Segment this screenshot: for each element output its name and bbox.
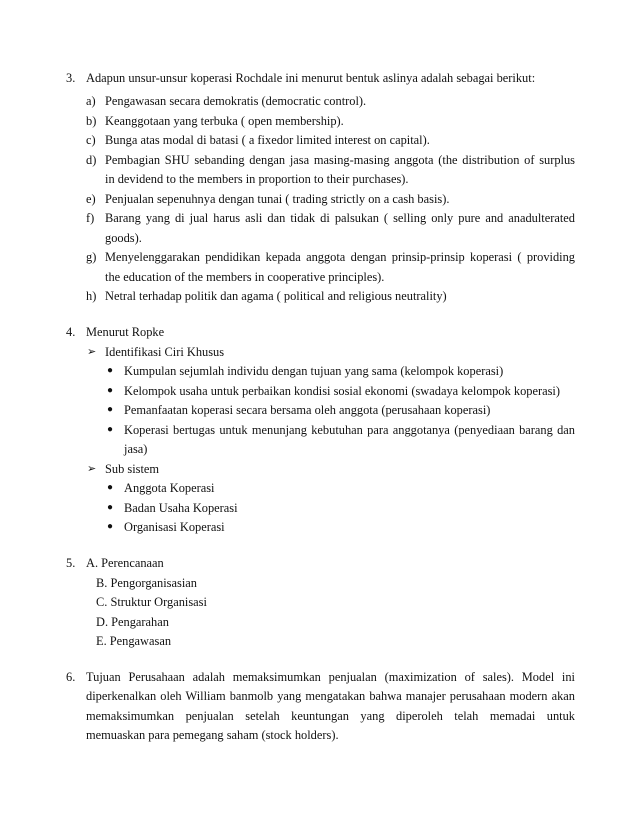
list-item: Bunga atas modal di batasi ( a fixedor limited interest on capital). [105,133,430,147]
list-item: Penjualan sepenuhnya dengan tunai ( trading strictly on a cash basis). [105,192,450,206]
arrow-bullet-icon: ➢ [87,463,97,475]
list-label: a) [86,94,96,108]
list-label: e) [86,192,96,206]
section-number: 3. [66,71,76,85]
list-item: Barang yang di jual harus asli dan tidak di palsukan ( selling only pure and anadulterated [105,211,575,225]
list-item: Pembagian SHU sebanding dengan jasa masing-masing anggota (the distribution of surplus [105,153,575,167]
bullet-item-continuation: jasa) [124,442,148,456]
list-item-continuation: in devidend to the members in proportion to their purchases). [105,172,409,186]
list-item: E. Pengawasan [96,634,172,648]
section-number: 6. [66,670,76,684]
list-item: A. Perencanaan [86,556,164,570]
list-item: Menyelenggarakan pendidikan kepada anggota dengan prinsip-prinsip koperasi ( providing [105,250,575,264]
list-item-continuation: the education of the members in cooperative principles). [105,270,385,284]
bullet-item: Koperasi bertugas untuk menunjang kebutuhan para anggotanya (penyediaan barang dan [124,423,575,437]
bullet-icon: ● [107,521,114,532]
bullet-icon: ● [107,365,114,376]
paragraph-line: memaksimumkan penjualan setelah keuntungan yang diperoleh telah memadai untuk [86,709,575,723]
list-label: f) [86,211,95,225]
section-4-title: Menurut Ropke [86,325,165,339]
bullet-item: Badan Usaha Koperasi [124,501,238,515]
list-item: C. Struktur Organisasi [96,595,207,609]
bullet-icon: ● [107,482,114,493]
list-item: Pengawasan secara demokratis (democratic control). [105,94,367,108]
list-item: B. Pengorganisasian [96,576,197,590]
arrow-bullet-icon: ➢ [87,346,97,358]
group-heading: Sub sistem [105,462,160,476]
list-label: d) [86,153,97,167]
list-item-continuation: goods). [105,231,142,245]
section-number: 4. [66,325,76,339]
list-item: Keanggotaan yang terbuka ( open membership). [105,114,344,128]
bullet-icon: ● [107,385,114,396]
bullet-item: Anggota Koperasi [124,481,215,495]
paragraph-line: Tujuan Perusahaan adalah memaksimumkan penjualan (maximization of sales). Model ini [86,670,575,684]
list-label: h) [86,289,97,303]
bullet-item: Kelompok usaha untuk perbaikan kondisi sosial ekonomi (swadaya kelompok koperasi) [124,384,560,398]
bullet-icon: ● [107,404,114,415]
bullet-item: Organisasi Koperasi [124,520,225,534]
list-label: b) [86,114,97,128]
bullet-icon: ● [107,502,114,513]
bullet-icon: ● [107,424,114,435]
paragraph-line: memuaskan para pemegang saham (stock holders). [86,728,339,742]
list-item: Netral terhadap politik dan agama ( political and religious neutrality) [105,289,447,303]
paragraph-line: diperkenalkan oleh William banmolb yang mengatakan bahwa manajer perusahaan modern akan [86,689,575,703]
list-label: c) [86,133,96,147]
list-label: g) [86,250,97,264]
section-3-intro: Adapun unsur-unsur koperasi Rochdale ini menurut bentuk aslinya adalah sebagai berikut: [86,71,536,85]
bullet-item: Pemanfaatan koperasi secara bersama oleh anggota (perusahaan koperasi) [124,403,491,417]
list-item: D. Pengarahan [96,615,169,629]
group-heading: Identifikasi Ciri Khusus [105,345,225,359]
section-number: 5. [66,556,76,570]
bullet-item: Kumpulan sejumlah individu dengan tujuan yang sama (kelompok koperasi) [124,364,504,378]
